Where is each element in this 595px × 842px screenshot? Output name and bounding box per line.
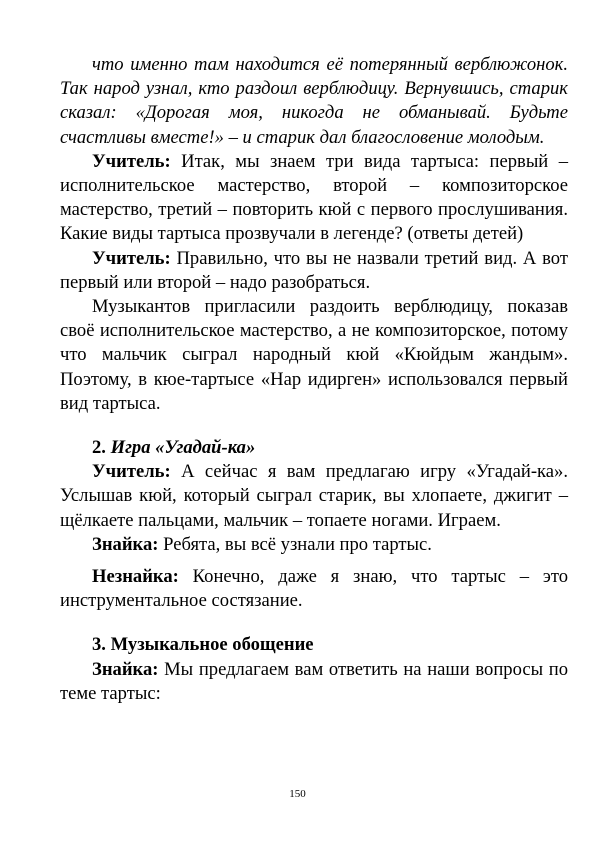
game-teacher-paragraph	[60, 460, 568, 533]
speaker-label: Знайка:	[92, 533, 159, 555]
speaker-label: Знайка:	[92, 658, 159, 680]
page-content	[60, 53, 568, 706]
paragraph-text: Ребята, вы всё узнали про тартыс.	[158, 533, 432, 555]
spacer	[60, 416, 568, 436]
section-number: 2.	[92, 437, 106, 459]
teacher-paragraph-2	[60, 247, 568, 295]
paragraph-text: А сейчас я вам предлагаю игру «Угадай-ка». Услышав кюй, который сыграл старик, вы хлопаете, джигит – щёлкаете пальцами, мальчик – топаете ногами. Играем.	[60, 461, 568, 531]
explanation-paragraph: Музыкантов пригласили раздоить верблюдицу, показав своё исполнительское мастерство, а не композиторское, потому что мальчик сыграл народный кюй «Кюйдым жандым». Поэтому, в кюе-тартысе «Нар идирген» использовался первый вид тартыса.	[60, 296, 568, 414]
page-number: 150	[289, 788, 306, 800]
paragraph-text: Правильно, что вы не назвали третий вид. А вот первый или второй – надо разобраться.	[60, 247, 568, 293]
speaker-label: Учитель:	[92, 247, 171, 269]
speaker-label: Учитель:	[92, 150, 171, 172]
legend-ending-paragraph: что именно там находится её потерянный верблюжонок. Так народ узнал, кто раздоил верблюдицу. Вернувшись, старик сказал: «Дорогая моя, никогда не обманывай. Будьте счастливы вместе!» – и старик дал благословение молодым.	[60, 54, 568, 148]
spacer	[60, 613, 568, 633]
speaker-label: Учитель:	[92, 461, 171, 483]
neznayka-paragraph	[60, 565, 568, 613]
znayka-question-paragraph	[60, 658, 568, 706]
teacher-paragraph-1	[60, 150, 568, 247]
paragraph-text: Конечно, даже я знаю, что тартыс – это инструментальное состязание.	[60, 566, 568, 612]
section-title: Игра «Угадай-ка»	[110, 437, 256, 459]
paragraph-text: Мы предлагаем вам ответить на наши вопросы по теме тартыс:	[60, 658, 568, 704]
spacer	[60, 557, 568, 565]
section-3-heading	[60, 633, 568, 657]
section-2-heading	[60, 436, 568, 460]
znayka-paragraph	[60, 533, 568, 557]
speaker-label: Незнайка:	[92, 566, 179, 588]
section-title: Музыкальное обощение	[110, 634, 314, 656]
section-number: 3.	[92, 634, 106, 656]
paragraph-text: Итак, мы знаем три вида тартыса: первый – исполнительское мастерство, второй – композиторское мастерство, третий – повторить кюй с первого прослушивания. Какие виды тартыса прозвучали в легенде? (ответы детей)	[60, 150, 568, 245]
